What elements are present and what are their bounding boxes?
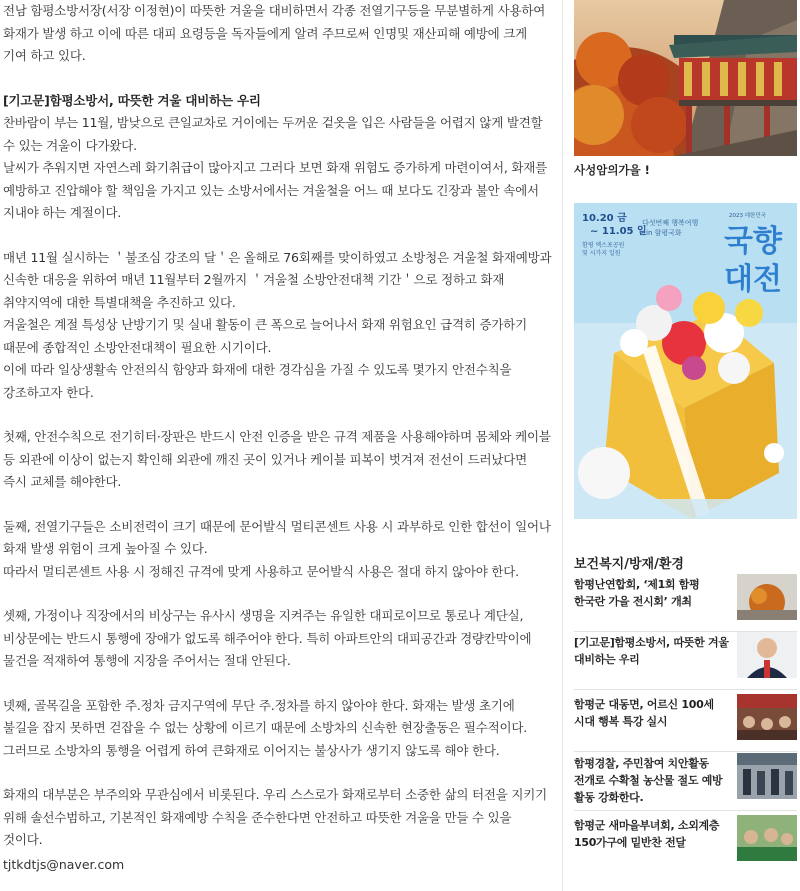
- article-paragraph: 겨울철은 계절 특성상 난방기기 및 실내 활동이 큰 폭으로 늘어나서 화재 위험요인 급격히 증가하기 때문에 종합적인 소방안전대책이 필요한 시기이다.: [3, 317, 528, 355]
- poster-venue-2: 및 시가지 일원: [582, 250, 621, 257]
- poster-edition: 2023 대한민국: [729, 213, 766, 219]
- poster-venue: 함평 엑스포공원: [582, 242, 625, 249]
- poster-title-line2: 대전: [724, 262, 782, 297]
- article-paragraph: 셋째, 가정이나 직장에서의 비상구는 유사시 생명을 지켜주는 유일한 대피로이므로 통로나 계단실, 비상문에는 반드시 통행에 장애가 없도록 해주어야 한다. 특히 아파트안의 대피공간과 경량칸막이에 물건을 적재하여 통행에 지장을 주어서는 절대 안된다.: [3, 608, 532, 668]
- news-thumbnail[interactable]: [737, 632, 797, 678]
- article-paragraph: 넷째, 골목길을 포함한 주.정차 금지구역에 무단 주.정차를 하지 않아야 한다. 화재는 발생 초기에 불길을 잡지 못하면 걷잡을 수 없는 상황에 이르기 때문에 소방차의 신속한 현장출동은 필수적이다. 그러므로 소방차의 통행을 어렵게 하여 큰화재로 이어지는 불상사가 생기지 않도록 해야 한다.: [3, 697, 528, 758]
- temple-autumn-photo[interactable]: [574, 0, 797, 156]
- news-item[interactable]: [574, 632, 797, 686]
- article-paragraph: 둘째, 전열기구들은 소비전력이 크기 때문에 문어발식 멀티콘센트 사용 시 과부하로 인한 합선이 일어나 화재 발생 위험이 크게 높아질 수 있다.: [3, 518, 551, 556]
- poster-slogan-2: in 함평국화: [646, 229, 682, 237]
- article-paragraph: 화재의 대부분은 부주의와 무관심에서 비롯된다. 우리 스스로가 화재로부터 소중한 삶의 터전을 지키기 위해 솔선수범하고, 기본적인 화재예방 수칙을 준수한다면 안전하고 따뜻한 겨울을 만들 수 있을 것이다.: [3, 787, 548, 847]
- news-item[interactable]: [574, 815, 797, 869]
- column-divider: [562, 0, 563, 891]
- article-subheading: [기고문]함평소방서, 따뜻한 겨울 대비하는 우리: [3, 92, 261, 108]
- article-paragraph: 첫째, 안전수칙으로 전기히터·장판은 반드시 안전 인증을 받은 규격 제품을 사용해야하며 몸체와 케이블 등 외관에 이상이 없는지 확인해 외관에 깨진 곳이 있거나 케이블 피복이 벗겨져 전선이 드러났다면 즉시 교체를 해야한다.: [3, 429, 551, 489]
- article-lead: 전남 함평소방서장(서장 이정현)이 따뜻한 겨울을 대비하면서 각종 전열기구등을 무분별하게 사용하여 화재가 발생 하고 이에 따른 대피 요령등을 독자들에게 알려 주므로써 인명및 재산피해 예방에 크게 기여 하고 있다.: [3, 3, 546, 63]
- news-thumbnail[interactable]: [737, 694, 797, 740]
- news-title[interactable]: 함평난연합회, ‘제1회 함평 한국란 가을 전시회’ 개최: [574, 578, 700, 608]
- news-title[interactable]: [기고문]함평소방서, 따뜻한 겨울 대비하는 우리: [574, 636, 729, 666]
- section-title[interactable]: 보건복지/방재/환경: [574, 557, 684, 572]
- news-title[interactable]: 함평군 새마을부녀회, 소외계층 150가구에 밑반찬 전달: [574, 819, 720, 849]
- article-body: [3, 0, 553, 852]
- news-thumbnail[interactable]: [737, 753, 797, 799]
- poster-date-start: 10.20 금: [582, 213, 627, 224]
- news-title[interactable]: 함평군 대동면, 어르신 100세 시대 행복 특강 실시: [574, 698, 714, 728]
- photo-caption[interactable]: 사성암의가을 !: [574, 163, 650, 177]
- poster-date-end: ~ 11.05 일: [590, 226, 647, 237]
- article-paragraph: 이에 따라 일상생활속 안전의식 함양과 화재에 대한 경각심을 가질 수 있도록 몇가지 안전수칙을 강조하고자 한다.: [3, 362, 512, 400]
- news-thumbnail[interactable]: [737, 815, 797, 861]
- article-paragraph: 매년 11월 실시하는 ＇불조심 강조의 달＇은 올해로 76회째를 맞이하였고 소방청은 겨울철 화재예방과 신속한 대응을 위하여 매년 11월부터 2월까지 ＇겨울철 소방안전대책 기간＇으로 정하고 화재 취약지역에 대한 특별대책을 추진하고 있다.: [3, 249, 552, 310]
- article-paragraph: 찬바람이 부는 11월, 밤낮으로 큰일교차로 거이에는 두꺼운 겉옷을 입은 사람들을 어렵지 않게 발견할 수 있는 겨울이 다가왔다.: [3, 115, 543, 153]
- news-item[interactable]: [574, 753, 797, 807]
- festival-poster-banner[interactable]: [574, 203, 797, 519]
- news-item[interactable]: [574, 694, 797, 748]
- poster-title-line1: 국향: [724, 224, 782, 259]
- article-paragraph: 따라서 멀티콘센트 사용 시 정해진 규격에 맞게 사용하고 문어발식 사용은 절대 하지 않아야 한다.: [3, 563, 519, 579]
- news-title[interactable]: 함평경찰, 주민참여 치안활동 전개로 수확철 농산물 절도 예방 활동 강화한다.: [574, 757, 723, 804]
- news-thumbnail[interactable]: [737, 574, 797, 620]
- author-email-link[interactable]: tjtkdtjs@naver.com: [3, 857, 125, 872]
- poster-slogan: 다섯번째 행복여행: [642, 219, 699, 227]
- article-paragraph: 날씨가 추워지면 자연스레 화기취급이 많아지고 그러다 보면 화재 위험도 증가하게 마련이여서, 화재를 예방하고 진압해야 할 책임을 가지고 있는 소방서에서는 겨울철을 어느 때 보다도 긴장과 불안 속에서 지내야 하는 계절이다.: [3, 160, 548, 220]
- news-item[interactable]: [574, 574, 797, 628]
